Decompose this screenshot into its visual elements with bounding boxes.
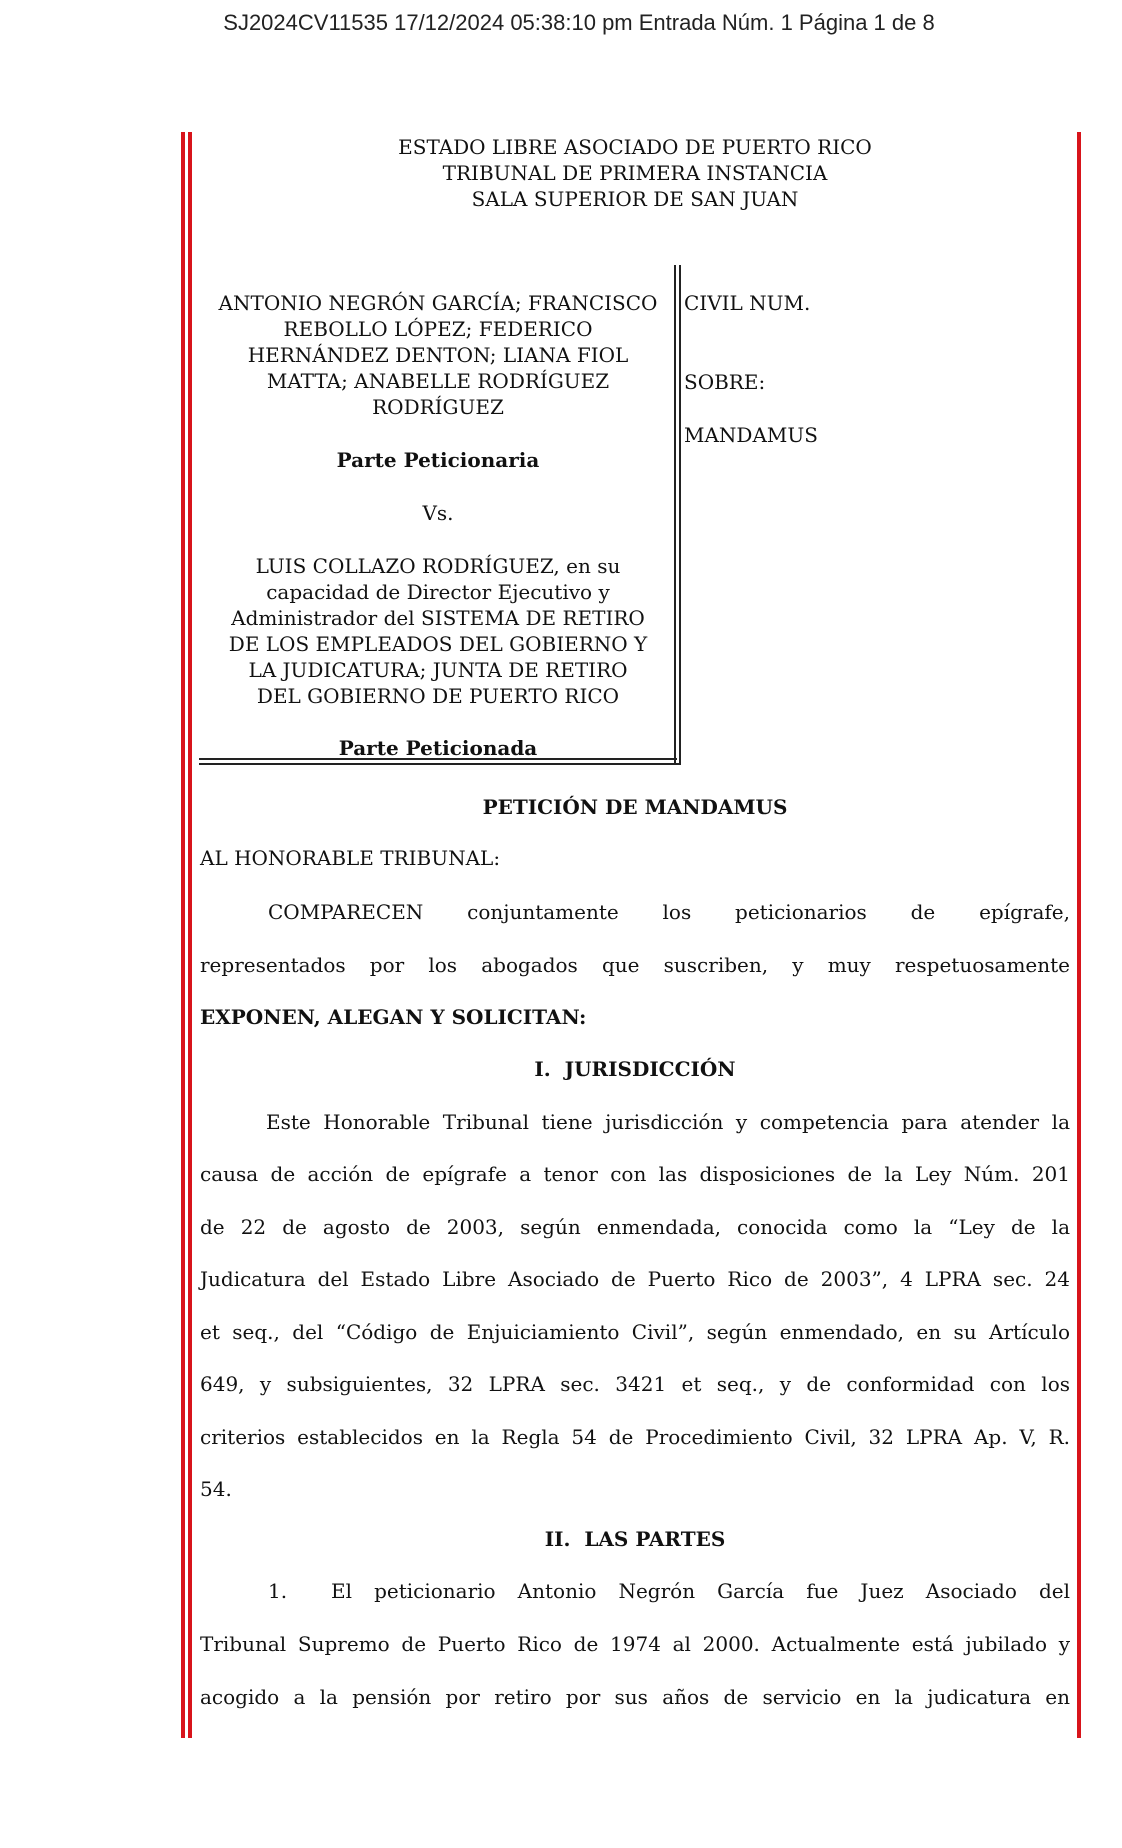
respondent-line: DEL GOBIERNO DE PUERTO RICO — [256, 684, 620, 708]
case-subject: MANDAMUS — [684, 423, 818, 447]
paragraph-line: COMPARECEN conjuntamente los peticionarios de epígrafe, — [268, 900, 1070, 924]
respondent-line: LUIS COLLAZO RODRÍGUEZ, en su — [255, 554, 621, 578]
caption-divider-horizontal — [199, 763, 681, 765]
paragraph-line: Este Honorable Tribunal tiene jurisdicción y competencia para atender la — [266, 1110, 1070, 1134]
petitioner-line: MATTA; ANABELLE RODRÍGUEZ — [266, 369, 610, 393]
paragraph-line: El peticionario Antonio Negrón García fue Juez Asociado del — [331, 1579, 1070, 1603]
petitioner-line: REBOLLO LÓPEZ; FEDERICO — [283, 317, 593, 341]
section-heading-jurisdiccion: I. JURISDICCIÓN — [534, 1057, 736, 1081]
paragraph-line: et seq., del “Código de Enjuiciamiento Civil”, según enmendado, en su Artículo — [200, 1320, 1070, 1344]
section-heading-partes: II. LAS PARTES — [544, 1527, 726, 1551]
paragraph-number: 1. — [268, 1579, 288, 1603]
respondent-line: DE LOS EMPLEADOS DEL GOBIERNO Y — [228, 632, 648, 656]
respondent-label: Parte Peticionada — [338, 736, 538, 760]
left-margin-line-inner — [188, 132, 192, 1738]
respondent-line: Administrador del SISTEMA DE RETIRO — [231, 606, 645, 630]
court-line: SALA SUPERIOR DE SAN JUAN — [471, 187, 799, 211]
court-line: TRIBUNAL DE PRIMERA INSTANCIA — [442, 161, 828, 185]
document-title: PETICIÓN DE MANDAMUS — [482, 795, 788, 819]
petitioner-line: HERNÁNDEZ DENTON; LIANA FIOL — [247, 343, 629, 367]
respondent-line: LA JUDICATURA; JUNTA DE RETIRO — [248, 658, 628, 682]
paragraph-line: causa de acción de epígrafe a tenor con las disposiciones de la Ley Núm. 201 — [200, 1162, 1070, 1186]
left-margin-line-outer — [181, 132, 185, 1738]
salutation: AL HONORABLE TRIBUNAL: — [200, 846, 501, 870]
caption-divider-vertical — [679, 265, 681, 765]
paragraph-line: Tribunal Supremo de Puerto Rico de 1974 al 2000. Actualmente está jubilado y — [200, 1632, 1070, 1656]
petitioner-label: Parte Peticionaria — [336, 448, 540, 472]
paragraph-line: 649, y subsiguientes, 32 LPRA sec. 3421 et seq., y de conformidad con los — [200, 1372, 1070, 1396]
paragraph-line: acogido a la pensión por retiro por sus años de servicio en la judicatura en — [200, 1685, 1070, 1709]
respondent-line: capacidad de Director Ejecutivo y — [266, 580, 610, 604]
paragraph-line: representados por los abogados que suscriben, y muy respetuosamente — [200, 953, 1070, 977]
paragraph-line: criterios establecidos en la Regla 54 de Procedimiento Civil, 32 LPRA Ap. V, R. — [200, 1425, 1070, 1449]
filing-stamp-header: SJ2024CV11535 17/12/2024 05:38:10 pm Entrada Núm. 1 Página 1 de 8 — [223, 10, 935, 35]
petitioner-line: RODRÍGUEZ — [372, 395, 504, 419]
civil-number-label: CIVIL NUM. — [684, 291, 811, 315]
sobre-label: SOBRE: — [684, 370, 766, 394]
versus: Vs. — [422, 501, 454, 525]
court-line: ESTADO LIBRE ASOCIADO DE PUERTO RICO — [398, 135, 872, 159]
paragraph-line: 54. — [200, 1477, 232, 1501]
paragraph-line: de 22 de agosto de 2003, según enmendada, conocida como la “Ley de la — [200, 1215, 1070, 1239]
petitioner-line: ANTONIO NEGRÓN GARCÍA; FRANCISCO — [218, 291, 658, 315]
right-margin-line — [1077, 132, 1081, 1738]
paragraph-line: Judicatura del Estado Libre Asociado de Puerto Rico de 2003”, 4 LPRA sec. 24 — [200, 1267, 1070, 1291]
paragraph-line: EXPONEN, ALEGAN Y SOLICITAN: — [200, 1005, 587, 1029]
